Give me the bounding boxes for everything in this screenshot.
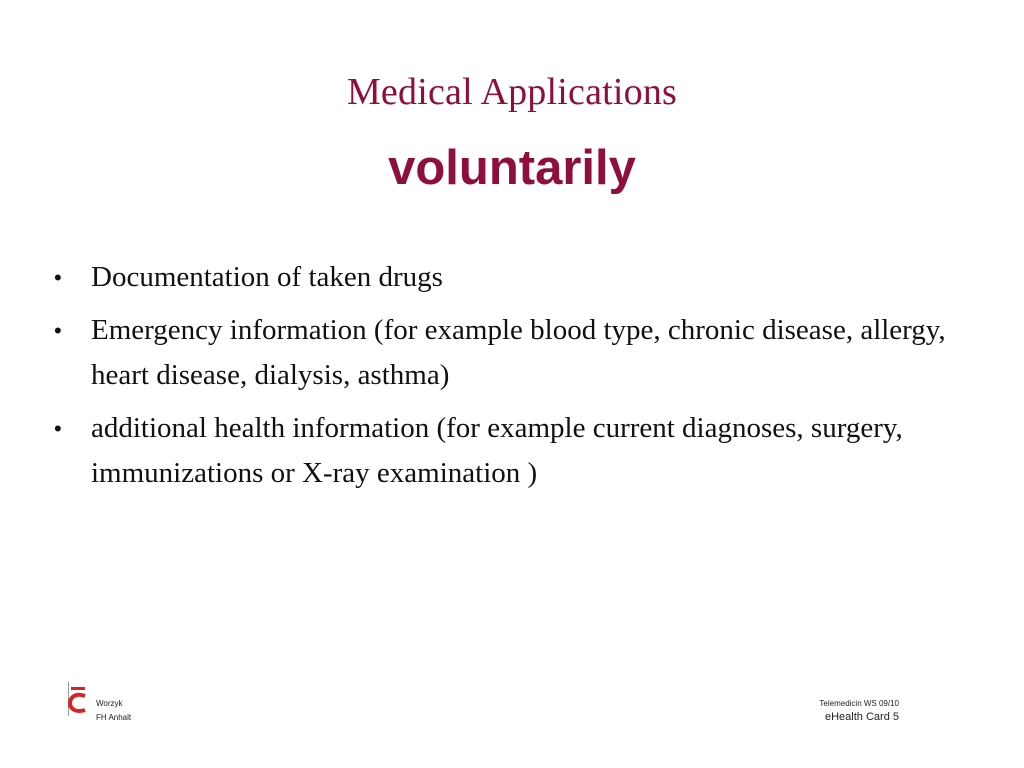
- bullet-marker: •: [54, 416, 62, 441]
- bullet-text: Documentation of taken drugs: [91, 261, 443, 293]
- footer-course: Telemedicin WS 09/10: [819, 699, 899, 708]
- footer-slide-label: eHealth Card 5: [825, 711, 899, 723]
- footer-course-block: [819, 697, 899, 724]
- footer-institution: FH Anhalt: [96, 713, 132, 722]
- footer-author-block: [96, 697, 131, 725]
- bullet-marker: •: [54, 318, 62, 343]
- bullet-text: additional health information (for example current diagnoses, surgery, immunizations or X-ray examination ): [91, 412, 903, 489]
- bullet-item: [54, 255, 974, 300]
- slide-title: Medical Applications: [346, 71, 678, 113]
- bullet-item: [54, 308, 974, 398]
- bullet-text: Emergency information (for example blood type, chronic disease, allergy, heart disease, dialysis, asthma): [91, 314, 946, 391]
- bullet-marker: •: [54, 265, 62, 290]
- footer-author: Worzyk: [96, 699, 123, 708]
- bullet-list: [54, 255, 974, 504]
- fh-anhalt-logo-icon: [66, 682, 88, 716]
- logo-graphic: [66, 682, 88, 716]
- slide-subtitle: voluntarily: [388, 141, 636, 195]
- bullet-item: [54, 406, 974, 496]
